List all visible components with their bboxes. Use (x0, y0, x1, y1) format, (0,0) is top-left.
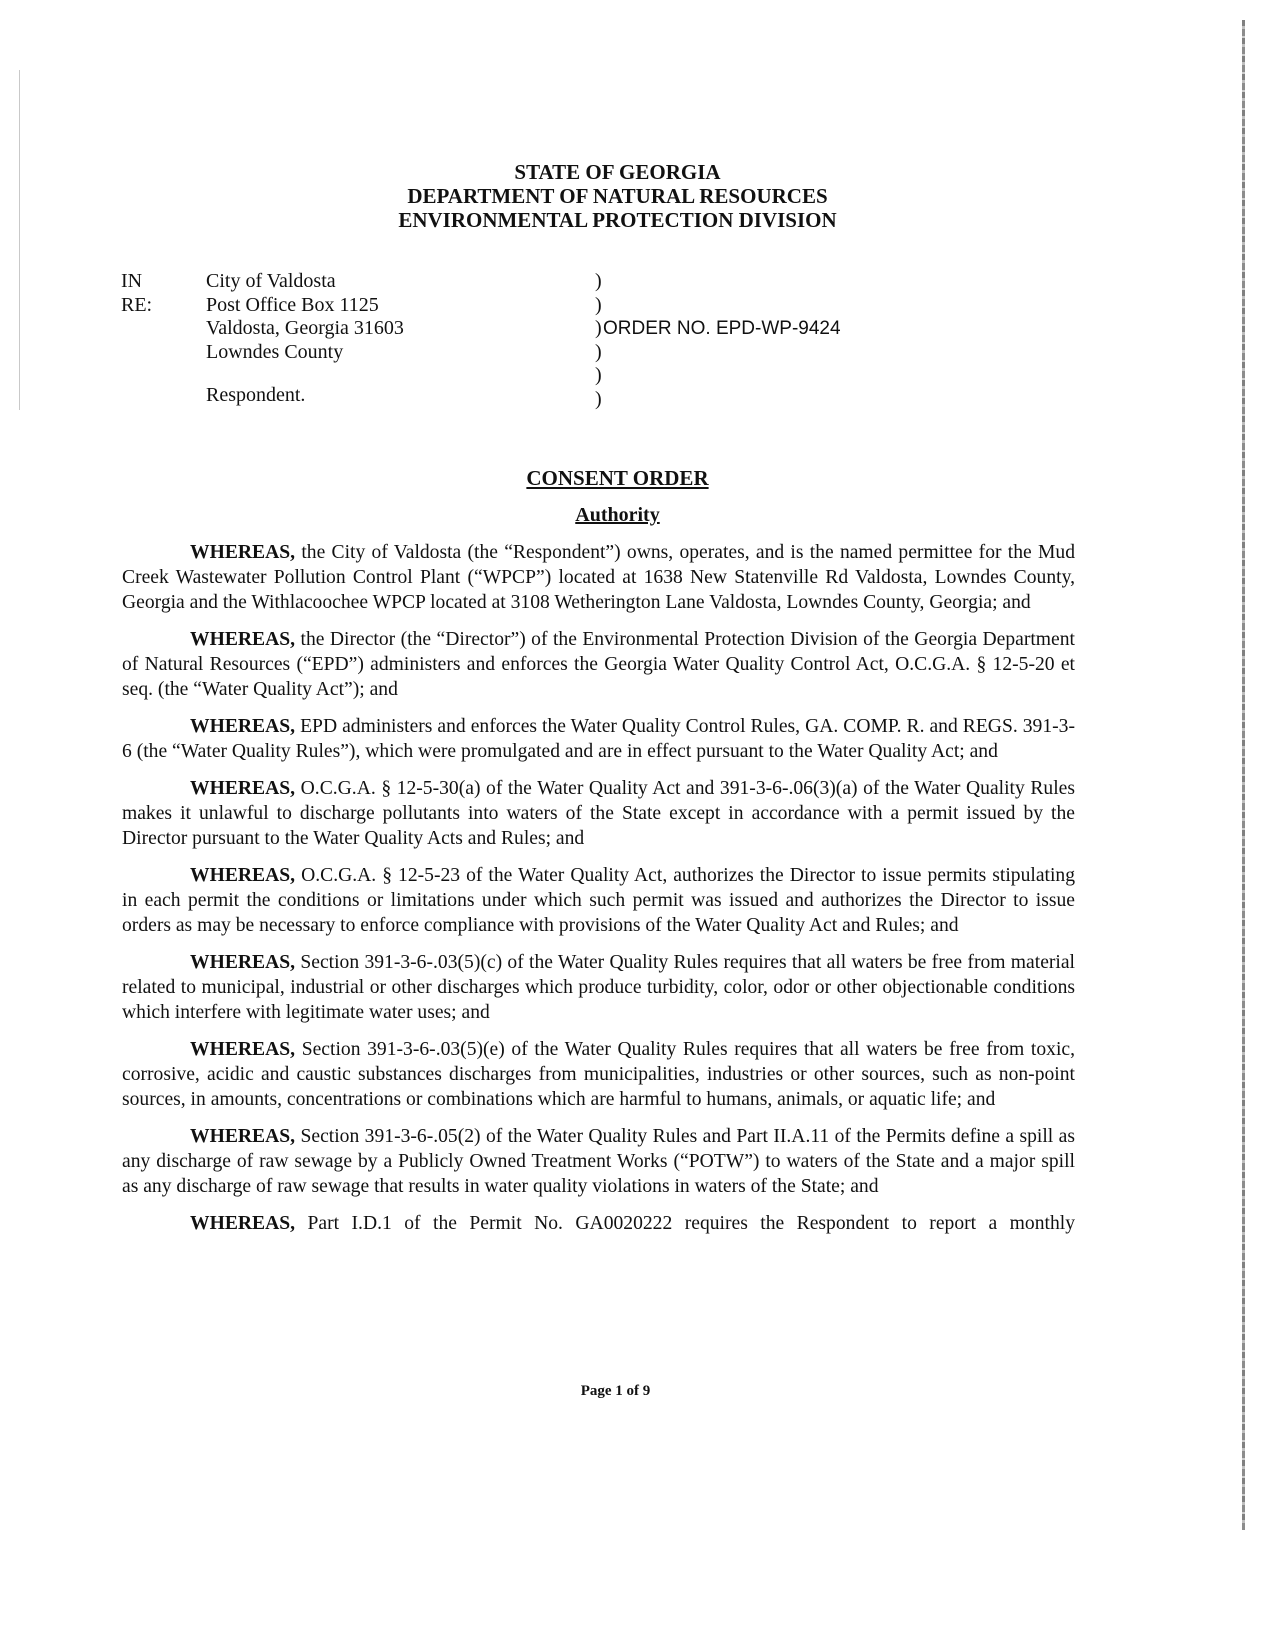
paragraph-text: O.C.G.A. § 12-5-30(a) of the Water Quality Act and 391-3-6-.06(3)(a) of the Water Quality Rules makes it unlawful to discharge pollutants into waters of the State except in accordance with a permit issued by the Director pursuant to the Water Quality Acts and Rules; and (122, 778, 1075, 849)
paren: ) (595, 364, 602, 386)
body-text (122, 540, 1075, 1248)
whereas-lead: WHEREAS, (190, 778, 296, 799)
paragraph-text: the City of Valdosta (the “Respondent”) owns, operates, and is the named permittee for the Mud Creek Wastewater Pollution Control Plant (“WPCP”) located at 1638 New Statenville Rd Valdosta, Lowndes County, Georgia and the Withlacoochee WPCP located at 3108 Wetherington Lane Valdosta, Lowndes County, Georgia; and (122, 542, 1075, 613)
whereas-paragraph (122, 1037, 1075, 1112)
whereas-lead: WHEREAS, (190, 1126, 296, 1147)
paragraph-text: Part I.D.1 of the Permit No. GA0020222 requires the Respondent to report a monthly (295, 1213, 1075, 1234)
whereas-lead: WHEREAS, (190, 629, 296, 650)
paragraph-text: Section 391-3-6-.03(5)(c) of the Water Quality Rules requires that all waters be free from material related to municipal, industrial or other discharges which produce turbidity, color, odor or other objectionable conditions which interfere with legitimate water uses; and (122, 952, 1075, 1023)
whereas-paragraph (122, 627, 1075, 702)
document-title-text: CONSENT ORDER (526, 466, 709, 490)
whereas-paragraph (122, 776, 1075, 851)
page-footer (0, 1383, 1275, 1400)
whereas-paragraph (122, 1211, 1075, 1236)
whereas-paragraph (122, 540, 1075, 615)
address-line: Valdosta, Georgia 31603 (206, 317, 404, 339)
header-department: DEPARTMENT OF NATURAL RESOURCES (407, 184, 828, 208)
paren: ) (595, 293, 602, 316)
respondent-address (206, 270, 404, 364)
paragraph-text: Section 391-3-6-.05(2) of the Water Quality Rules and Part II.A.11 of the Permits define a spill as any discharge of raw sewage by a Publicly Owned Treatment Works (“POTW”) to waters of the State and a major spill as any discharge of raw sewage that results in water quality violations in waters of the State; and (122, 1126, 1075, 1197)
whereas-lead: WHEREAS, (190, 1213, 296, 1234)
address-line: Lowndes County (206, 340, 344, 363)
scan-edge-left (19, 70, 20, 410)
paragraph-text: Section 391-3-6-.03(5)(e) of the Water Quality Rules requires that all waters be free from toxic, corrosive, acidic and caustic substances discharges from municipalities, industries or other sources, such as non-point sources, in amounts, concentrations or combinations which are harmful to humans, animals, or aquatic life; and (122, 1039, 1075, 1110)
section-heading (0, 504, 1275, 527)
respondent-label: Respondent. (206, 384, 306, 406)
in-re-label: IN RE: (121, 270, 153, 316)
paren: ) (595, 270, 602, 292)
page-number: Page 1 of 9 (580, 1383, 651, 1399)
paragraph-text: O.C.G.A. § 12-5-23 of the Water Quality Act, authorizes the Director to issue permits stipulating in each permit the conditions or limitations under which such permit was issued and authorizes the Director to issue orders as may be necessary to enforce compliance with provisions of the Water Quality Act and Rules; and (122, 865, 1075, 936)
address-line: City of Valdosta (206, 270, 336, 292)
scan-edge-right (1242, 20, 1245, 1530)
order-number: ORDER NO. EPD-WP-9424 (603, 318, 841, 339)
address-line: Post Office Box 1125 (206, 293, 379, 316)
whereas-paragraph (122, 863, 1075, 938)
document-title (0, 466, 1275, 491)
paren: ) (595, 340, 602, 363)
whereas-lead: WHEREAS, (190, 952, 296, 973)
whereas-paragraph (122, 950, 1075, 1025)
paren: ) (595, 317, 602, 339)
whereas-paragraph (122, 714, 1075, 764)
paren: ) (595, 387, 602, 410)
whereas-lead: WHEREAS, (190, 716, 296, 737)
whereas-lead: WHEREAS, (190, 542, 296, 563)
caption-parentheses (595, 270, 602, 411)
section-heading-text: Authority (575, 504, 660, 526)
whereas-lead: WHEREAS, (190, 865, 296, 886)
whereas-lead: WHEREAS, (190, 1039, 296, 1060)
header-division: ENVIRONMENTAL PROTECTION DIVISION (398, 208, 837, 232)
header-state: STATE OF GEORGIA (514, 160, 721, 184)
paragraph-text: EPD administers and enforces the Water Quality Control Rules, GA. COMP. R. and REGS. 391-3-6 (the “Water Quality Rules”), which were promulgated and are in effect pursuant to the Water Quality Act; and (122, 716, 1075, 762)
document-header (0, 160, 1275, 232)
whereas-paragraph (122, 1124, 1075, 1199)
paragraph-text: the Director (the “Director”) of the Environmental Protection Division of the Georgia Department of Natural Resources (“EPD”) administers and enforces the Georgia Water Quality Control Act, O.C.G.A. § 12-5-20 et seq. (the “Water Quality Act”); and (122, 629, 1075, 700)
